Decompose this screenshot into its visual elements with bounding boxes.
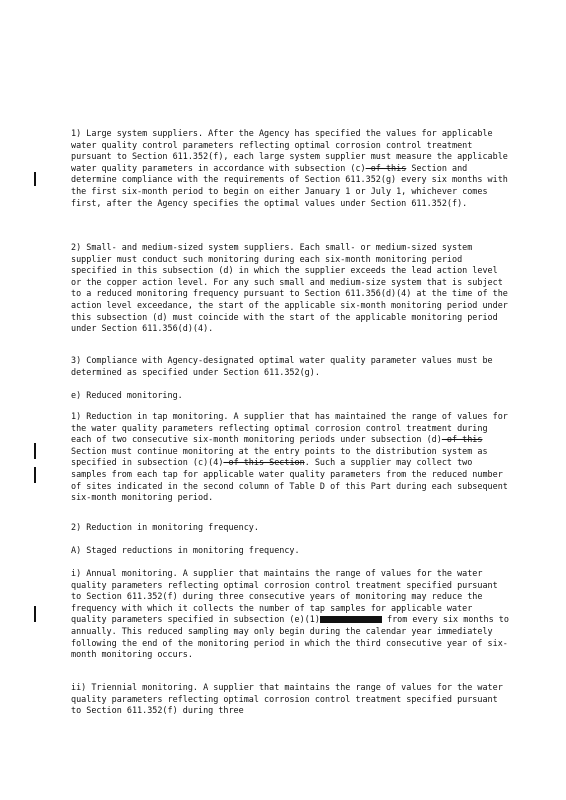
paragraph-text: i) Annual monitoring. A supplier that maintains the range of values for the water quality parameters reflecting optimal corrosion control treatment specified pursuant to Section 611.352(f) during three consecutive years of monitoring may reduce the frequency with which it collects the number of tap samples for applicable water quality parameters specified in subsection (e)(1)	[71, 568, 498, 625]
paragraph-annual-monitoring	[71, 568, 511, 661]
revision-bar	[34, 443, 36, 459]
paragraph-triennial-monitoring: ii) Triennial monitoring. A supplier that maintains the range of values for the water quality parameters reflecting optimal corrosion control treatment specified pursuant to Section 611.352(f) during three	[71, 682, 503, 716]
struck-text: of this	[441, 434, 483, 445]
paragraph-text: 1) Reduction in tap monitoring. A supplier that has maintained the range of values for the water quality parameters reflecting optimal corrosion control treatment during each of two consecutive six-month monitoring periods under subsection (d)	[71, 411, 508, 445]
paragraph-small-medium-suppliers: 2) Small- and medium-sized system suppliers. Each small- or medium-sized system supplier must conduct such monitoring during each six-month monitoring period specified in this subsection (d) in which the supplier exceeds the lead action level or the copper action level. For any such small and medium-size system that is subject to a reduced monitoring frequency pursuant to Section 611.356(d)(4) at the time of the action level exceedance, the start of the applicable six-month monitoring period under this subsection (d) must coincide with the start of the applicable monitoring period under Section 611.356(d)(4).	[71, 242, 508, 334]
struck-text: of this	[365, 162, 407, 173]
paragraph-text: Section and determine compliance with the requirements of Section 611.352(g) every six months with the first six-month period to begin on either January 1 or July 1, whichever comes first, after the Agency specifies the optimal values under Section 611.352(f).	[71, 162, 508, 208]
heading-staged-reductions: A) Staged reductions in monitoring frequency.	[71, 545, 300, 555]
revision-bar	[34, 606, 36, 622]
paragraph-large-system-suppliers	[71, 128, 511, 209]
struck-text: of this Section	[223, 457, 305, 468]
revision-bar	[34, 467, 36, 483]
paragraph-reduction-tap-monitoring	[71, 411, 511, 504]
paragraph-text: Section must continue monitoring at the entry points to the distribution system as specified in subsection (c)(4)	[71, 445, 488, 468]
paragraph-compliance: 3) Compliance with Agency-designated optimal water quality parameter values must be determined as specified under Section 611.352(g).	[71, 355, 493, 377]
heading-reduction-frequency: 2) Reduction in monitoring frequency.	[71, 522, 259, 532]
redaction-mark	[320, 616, 382, 623]
paragraph-text: from every six months to annually. This reduced sampling may only begin during the calendar year immediately following the end of the monitoring period in which the third consecutive year of six-month monitoring occurs.	[71, 614, 509, 660]
heading-reduced-monitoring: e) Reduced monitoring.	[71, 390, 183, 400]
revision-bar	[34, 172, 36, 186]
paragraph-text: . Such a supplier may collect two samples from each tap for applicable water quality parameters from the reduced number of sites indicated in the second column of Table D of this Part during each subsequent six-month monitoring period.	[71, 457, 508, 503]
paragraph-text: 1) Large system suppliers. After the Agency has specified the values for applicable water quality control parameters reflecting optimal corrosion control treatment pursuant to Section 611.352(f), each large system supplier must measure the applicable water quality parameters in accordance with subsection (c)	[71, 128, 508, 173]
